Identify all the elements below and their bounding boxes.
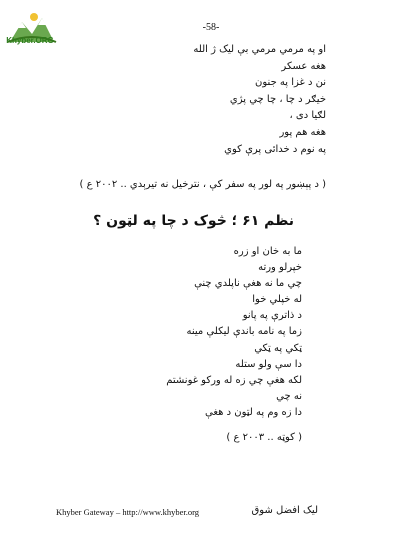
poem-line: نه چي <box>276 390 302 402</box>
poem-line: هغه هم پور <box>279 126 326 138</box>
poem-line: خيګر د چا ، چا چي پژي <box>229 93 326 105</box>
poem-line: دا زه وم په لټون د هغې <box>205 406 302 418</box>
poem-line: له خپلي خوا <box>252 294 302 306</box>
poem-1-source: ( د پېښور په لور په سفر کې ، نترخيل نه تيرېدي .. ۲۰۰۲ ع ) <box>79 179 326 190</box>
poem-line: چي ما نه هغې ناپلدي چنې <box>194 278 302 290</box>
poem-line: نن د غزا په جنون <box>255 77 326 89</box>
poem-line: خپرلو ورته <box>258 262 302 274</box>
poem-line: د ذاترې په پانو <box>242 310 302 322</box>
poem-line: هغه عسکر <box>281 60 326 72</box>
footer-author: ليک افضل شوق <box>251 505 318 516</box>
poem-heading: نظم ۶۱ ؛ څوک د چا په لټون ؟ <box>93 213 294 229</box>
poem-line: لګيا دی ، <box>289 110 326 122</box>
logo-emblem-icon <box>4 8 60 58</box>
poem-line: دا سې ولو ستله <box>235 358 302 370</box>
page-number: -58- <box>202 22 220 33</box>
footer-website: Khyber Gateway – http://www.khyber.org <box>56 507 200 517</box>
logo-text: Khyber.ORG <box>6 36 54 45</box>
poem-1 <box>193 42 326 158</box>
poem-line: ما به خان او زره <box>233 246 302 257</box>
poem-line: زما په نامه باندې ليکلې مينه <box>186 326 302 338</box>
poem-line: او په مرمي مرمي بې ليک ژ الله <box>193 44 326 55</box>
poem-line: لکه هغې چي زه له ورکو غونشتم <box>166 374 302 386</box>
poem-2-source: ( کوټه .. ۲۰۰۳ ع ) <box>226 432 302 443</box>
poem-2 <box>166 244 302 421</box>
poem-line: په نوم د خدائی پرې کوي <box>224 143 326 155</box>
poem-line: ټکي په ټکي <box>254 342 302 354</box>
